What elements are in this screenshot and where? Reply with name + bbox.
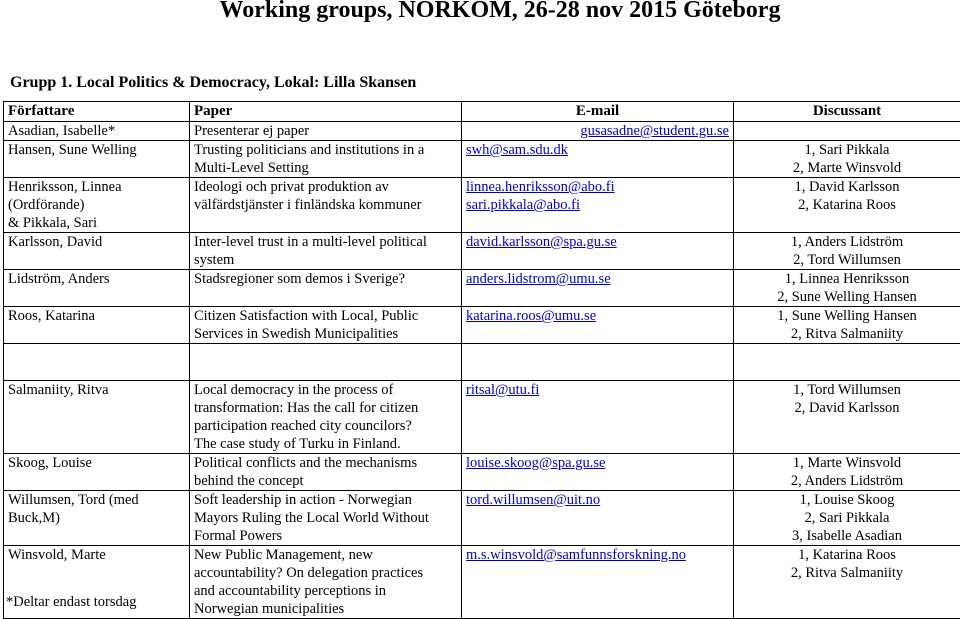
email-cell [462,546,734,619]
paper-cell: Stadsregioner som demos i Sverige? [190,270,462,307]
table-row [4,491,960,546]
author-cell: Salmaniity, Ritva [4,381,190,454]
group-heading: Grupp 1. Local Politics & Democracy, Lokal: Lilla Skansen [10,74,416,92]
email-cell [462,141,734,178]
discussant-cell: 1, Sune Welling Hansen 2, Ritva Salmaniity [734,307,960,344]
email-link[interactable]: gusasadne@student.gu.se [580,123,729,139]
header-discussant: Discussant [734,102,960,122]
email-link[interactable]: linnea.henriksson@abo.fi sari.pikkala@abo.fi [466,179,615,213]
author-cell: Willumsen, Tord (med Buck,M) [4,491,190,546]
discussant-cell: 1, David Karlsson 2, Katarina Roos [734,178,960,233]
email-cell [462,491,734,546]
email-cell [462,270,734,307]
email-link[interactable]: david.karlsson@spa.gu.se [466,234,617,250]
author-cell: Skoog, Louise [4,454,190,491]
discussant-cell: 1, Louise Skoog 2, Sari Pikkala 3, Isabelle Asadian [734,491,960,546]
spacer-row [4,344,960,381]
email-cell [462,178,734,233]
page-title: Working groups, NORKOM, 26-28 nov 2015 Göteborg [0,0,960,27]
email-cell [462,381,734,454]
spacer-cell [462,344,734,381]
email-link[interactable]: tord.willumsen@uit.no [466,492,600,508]
paper-cell: Trusting politicians and institutions in a Multi-Level Setting [190,141,462,178]
table-row [4,381,960,454]
spacer-cell [190,344,462,381]
table-row [4,454,960,491]
discussant-cell: 1, Linnea Henriksson 2, Sune Welling Hansen [734,270,960,307]
paper-cell: Citizen Satisfaction with Local, Public Services in Swedish Municipalities [190,307,462,344]
discussant-cell: 1, Marte Winsvold 2, Anders Lidström [734,454,960,491]
email-cell [462,307,734,344]
paper-cell: Local democracy in the process of transformation: Has the call for citizen participation reached city councilors? The case study of Turku in Finland. [190,381,462,454]
author-cell: Karlsson, David [4,233,190,270]
paper-cell: Inter-level trust in a multi-level political system [190,233,462,270]
paper-cell: Soft leadership in action - Norwegian Mayors Ruling the Local World Without Formal Powers [190,491,462,546]
table-row [4,270,960,307]
table-row [4,122,960,141]
paper-cell: New Public Management, new accountability? On delegation practices and accountability perceptions in Norwegian municipalities [190,546,462,619]
author-cell: Hansen, Sune Welling [4,141,190,178]
table-header-row [4,102,960,122]
author-cell: Asadian, Isabelle* [4,122,190,141]
footer-note: *Deltar endast torsdag [6,593,136,611]
author-cell: Lidström, Anders [4,270,190,307]
header-author: Författare [4,102,190,122]
discussant-cell: 1, Katarina Roos 2, Ritva Salmaniity [734,546,960,619]
spacer-cell [734,344,960,381]
email-cell [462,233,734,270]
author-cell: Roos, Katarina [4,307,190,344]
email-link[interactable]: louise.skoog@spa.gu.se [466,455,605,471]
discussant-cell: 1, Anders Lidström 2, Tord Willumsen [734,233,960,270]
header-paper: Paper [190,102,462,122]
email-link[interactable]: ritsal@utu.fi [466,382,539,398]
author-cell: Winsvold, Marte [4,546,190,619]
table-row [4,141,960,178]
spacer-cell [4,344,190,381]
paper-cell: Ideologi och privat produktion av välfärdstjänster i finländska kommuner [190,178,462,233]
discussant-cell: 1, Tord Willumsen 2, David Karlsson [734,381,960,454]
table-row [4,233,960,270]
author-cell: Henriksson, Linnea (Ordförande) & Pikkala, Sari [4,178,190,233]
email-link[interactable]: m.s.winsvold@samfunnsforskning.no [466,547,686,563]
email-link[interactable]: anders.lidstrom@umu.se [466,271,611,287]
paper-cell: Political conflicts and the mechanisms behind the concept [190,454,462,491]
table-row [4,307,960,344]
email-link[interactable]: swh@sam.sdu.dk [466,142,568,158]
header-email: E-mail [462,102,734,122]
working-group-table [3,101,960,619]
paper-cell: Presenterar ej paper [190,122,462,141]
table-row [4,178,960,233]
email-cell [462,454,734,491]
email-cell [462,122,734,141]
email-link[interactable]: katarina.roos@umu.se [466,308,596,324]
table-row [4,546,960,619]
discussant-cell [734,122,960,141]
discussant-cell: 1, Sari Pikkala 2, Marte Winsvold [734,141,960,178]
